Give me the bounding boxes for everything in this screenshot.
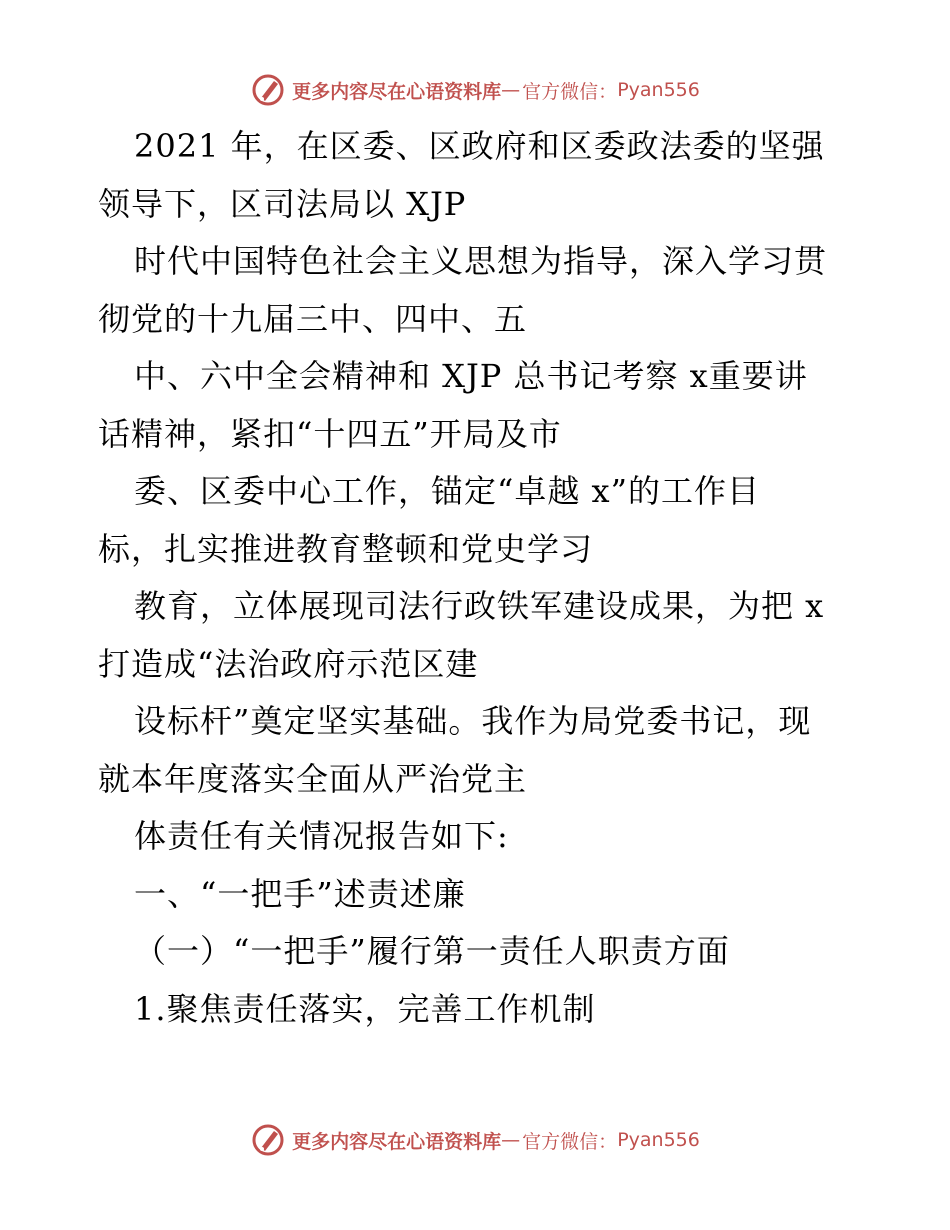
banner-account: Pyan556 <box>617 79 700 101</box>
footer-banner <box>0 1120 950 1160</box>
paragraph-line: 委、区委中心工作，锚定“卓越 x”的工作目 <box>134 472 760 510</box>
paragraph-line: 中、六中全会精神和 XJP 总书记考察 x重要讲 <box>134 357 808 395</box>
header-banner <box>0 70 950 110</box>
banner-label: 官方微信： <box>522 1130 618 1153</box>
pen-logo-icon <box>250 1122 286 1158</box>
section-heading: 一、“一把手”述责述廉 <box>134 874 466 913</box>
paragraph-line: 领导下，区司法局以 XJP <box>98 184 467 223</box>
item-heading: 1.聚焦责任落实，完善工作机制 <box>134 989 596 1028</box>
pen-logo-icon <box>250 72 286 108</box>
paragraph-line: 话精神，紧扣“十四五”开局及市 <box>98 414 562 453</box>
paragraph-line: 时代中国特色社会主义思想为指导，深入学习贯 <box>134 242 828 280</box>
banner-main-text: 更多内容尽在心语资料库 <box>292 80 502 103</box>
paragraph-line: 标，扎实推进教育整顿和党史学习 <box>98 529 594 568</box>
paragraph-line: 打造成“法治政府示范区建 <box>98 644 479 683</box>
banner-label: 官方微信： <box>522 80 618 103</box>
banner-dash: — <box>501 79 521 101</box>
subsection-heading: （一）“一把手”履行第一责任人职责方面 <box>134 932 730 970</box>
paragraph-line: 彻党的十九届三中、四中、五 <box>98 299 528 338</box>
banner-main-text: 更多内容尽在心语资料库 <box>292 1130 502 1153</box>
paragraph-line: 体责任有关情况报告如下: <box>134 817 509 855</box>
paragraph-line: 设标杆”奠定坚实基础。我作为局党委书记，现 <box>134 702 812 740</box>
banner-dash: — <box>501 1129 521 1151</box>
paragraph-line: 教育，立体展现司法行政铁军建设成果，为把 x <box>134 587 825 625</box>
paragraph-line: 2021 年，在区委、区政府和区委政法委的坚强 <box>134 127 825 165</box>
document-body <box>98 118 868 1038</box>
paragraph-line: 就本年度落实全面从严治党主 <box>98 759 528 798</box>
banner-account: Pyan556 <box>617 1129 700 1151</box>
